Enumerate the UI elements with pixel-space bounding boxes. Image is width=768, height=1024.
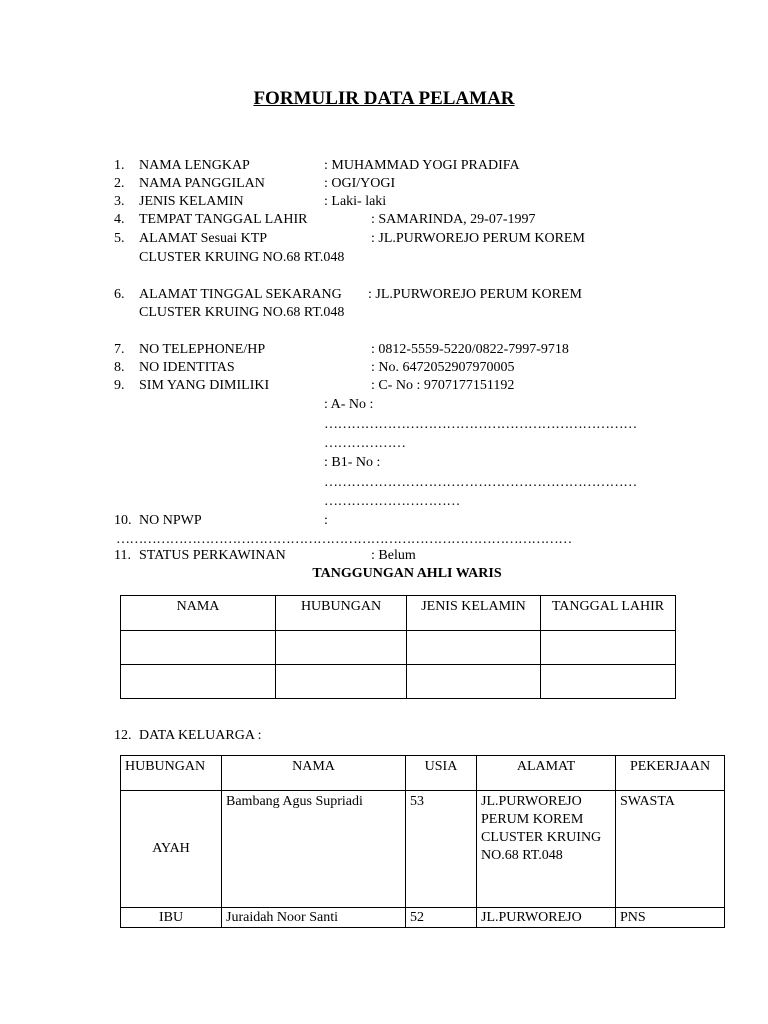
field-alamat-ktp [0,232,768,250]
field-value: : Belum [371,548,416,563]
table-row [121,791,725,908]
item-number: 6. [114,287,125,302]
table-cell [407,665,541,699]
item-number: 11. [114,548,131,563]
usia-cell: 53 [406,791,477,908]
table-cell [541,665,676,699]
field-label: STATUS PERKAWINAN [139,548,286,563]
field-label: JENIS KELAMIN [139,194,244,209]
field-label: SIM YANG DIMILIKI [139,378,270,393]
nama-cell: Juraidah Noor Santi [222,908,406,928]
alamat-cell: JL.PURWOREJO [477,908,616,928]
field-value-continued: CLUSTER KRUING NO.68 RT.048 [139,305,345,320]
ahli-waris-heading: TANGGUNGAN AHLI WARIS [312,566,502,581]
field-status-perkawinan [0,549,768,567]
column-header: NAMA [121,596,276,631]
field-alamat-sekarang [0,288,768,306]
table-row [121,908,725,928]
field-value: : No. 6472052907970005 [371,360,515,375]
item-number: 8. [114,360,125,375]
item-number: 9. [114,378,125,393]
field-label: NAMA LENGKAP [139,158,250,173]
keluarga-table [120,755,725,928]
field-nama-lengkap [0,159,768,177]
field-value: : [324,513,328,528]
table-cell [407,631,541,665]
item-number: 5. [114,231,125,246]
column-header: TANGGAL LAHIR [541,596,676,631]
column-header: HUBUNGAN [121,756,222,791]
field-label: NO NPWP [139,513,202,528]
field-alamat-sekarang-continued [0,306,768,324]
hubungan-cell: AYAH [121,791,222,908]
ahli-waris-table [120,595,676,699]
column-header: JENIS KELAMIN [407,596,541,631]
field-value: : JL.PURWOREJO PERUM KOREM [368,287,582,302]
field-label: DATA KELUARGA : [139,728,262,743]
field-data-keluarga [0,729,768,747]
table-row [121,665,676,699]
item-number: 12. [114,728,132,743]
field-label: NO TELEPHONE/HP [139,342,266,357]
item-number: 10. [114,513,132,528]
field-value: : JL.PURWOREJO PERUM KOREM [371,231,585,246]
field-jenis-kelamin [0,195,768,213]
item-number: 4. [114,212,125,227]
nama-cell: Bambang Agus Supriadi [222,791,406,908]
field-no-telephone [0,343,768,361]
field-value: : MUHAMMAD YOGI PRADIFA [324,158,520,173]
table-header-row [121,596,676,631]
page-title: FORMULIR DATA PELAMAR [253,88,515,109]
field-no-npwp [0,514,768,532]
field-value: : SAMARINDA, 29-07-1997 [371,212,536,227]
field-value: : 0812-5559-5220/0822-7997-9718 [371,342,569,357]
table-cell [541,631,676,665]
item-number: 1. [114,158,125,173]
field-label: ALAMAT Sesuai KTP [139,231,268,246]
column-header: USIA [406,756,477,791]
sim-a-label: : A- No : [324,397,374,412]
field-no-identitas [0,361,768,379]
field-value: : Laki- laki [324,194,387,209]
field-alamat-ktp-continued [0,251,768,269]
sim-b1-dots: …………………………………………………………… [324,475,637,490]
table-cell [121,665,276,699]
hubungan-cell: IBU [121,908,222,928]
table-cell [276,665,407,699]
table-header-row [121,756,725,791]
column-header: HUBUNGAN [276,596,407,631]
field-tempat-tanggal-lahir [0,213,768,231]
npwp-dots: ………………………………………………………………………………………… [116,532,572,547]
column-header: PEKERJAAN [616,756,725,791]
sim-a-dots-continued: ……………… [324,436,406,451]
alamat-cell: JL.PURWOREJO PERUM KOREM CLUSTER KRUING NO.68 RT.048 [477,791,616,908]
field-value-continued: CLUSTER KRUING NO.68 RT.048 [139,250,345,265]
column-header: NAMA [222,756,406,791]
pekerjaan-cell: SWASTA [616,791,725,908]
column-header: ALAMAT [477,756,616,791]
sim-b1-dots-continued: ………………………… [324,494,461,509]
table-row [121,631,676,665]
field-value: : C- No : 9707177151192 [371,378,515,393]
field-nama-panggilan [0,177,768,195]
field-label: ALAMAT TINGGAL SEKARANG [139,287,342,302]
field-value: : OGI/YOGI [324,176,396,191]
pekerjaan-cell: PNS [616,908,725,928]
item-number: 2. [114,176,125,191]
sim-a-dots: …………………………………………………………… [324,417,637,432]
usia-cell: 52 [406,908,477,928]
field-label: NAMA PANGGILAN [139,176,265,191]
field-label: NO IDENTITAS [139,360,235,375]
item-number: 3. [114,194,125,209]
table-cell [121,631,276,665]
item-number: 7. [114,342,125,357]
table-cell [276,631,407,665]
sim-b1-label: : B1- No : [324,455,381,470]
field-sim [0,379,768,397]
field-label: TEMPAT TANGGAL LAHIR [139,212,308,227]
